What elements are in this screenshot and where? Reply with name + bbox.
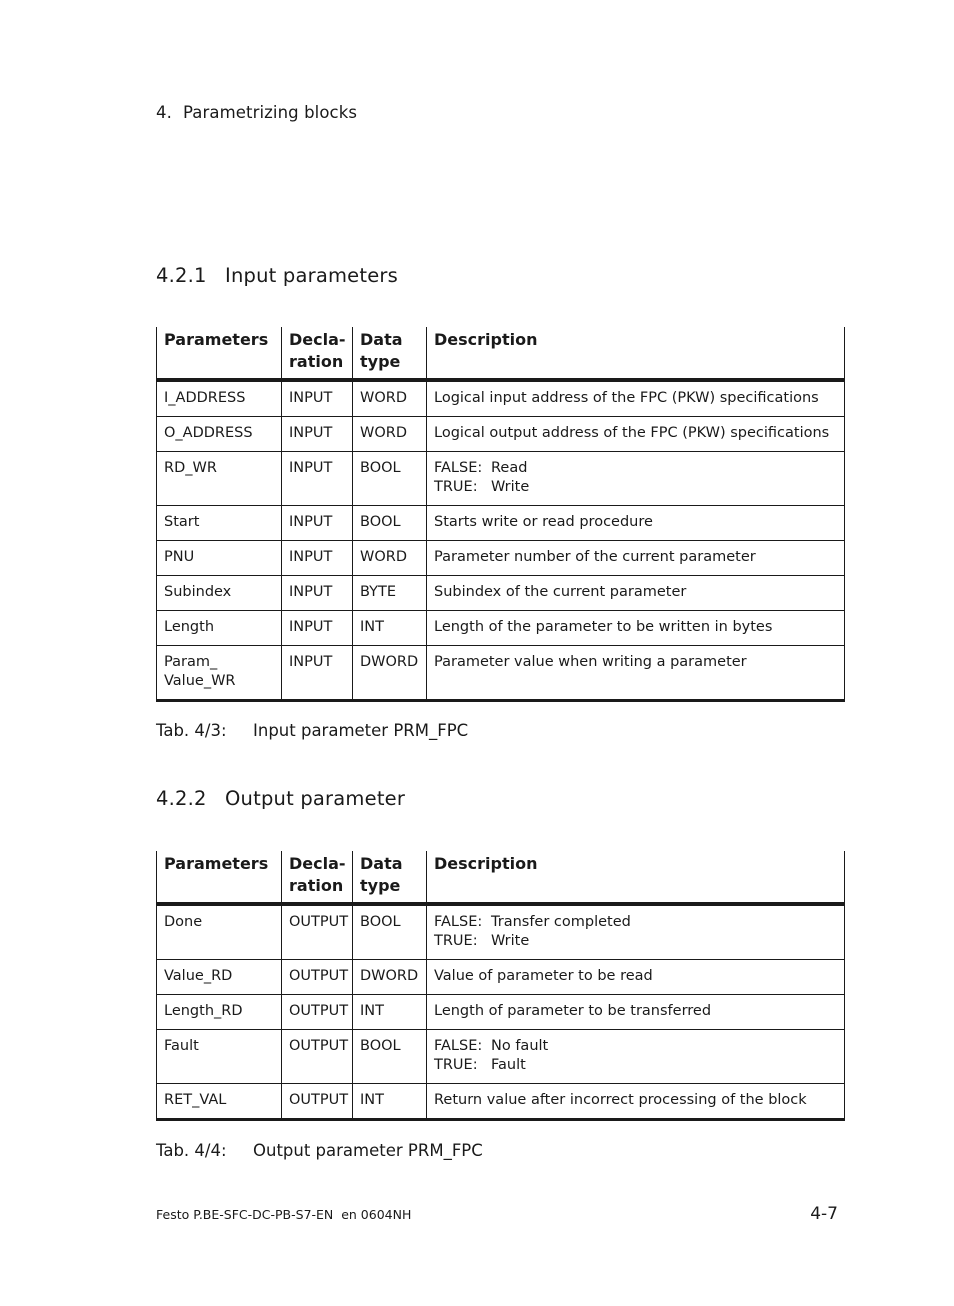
cell-declaration: INPUT <box>282 380 353 417</box>
cell-declaration: INPUT <box>282 452 353 506</box>
cell-description: Parameter value when writing a parameter <box>427 646 845 701</box>
cell-parameter: Length <box>157 611 282 646</box>
section-number: 4.2.2 <box>156 787 207 810</box>
cell-declaration: OUTPUT <box>282 1030 353 1084</box>
cell-data-type: BOOL <box>353 452 427 506</box>
cell-parameter: O_ADDRESS <box>157 417 282 452</box>
cell-description: Value of parameter to be read <box>427 960 845 995</box>
table-row <box>157 611 845 646</box>
description-line <box>434 913 838 932</box>
col-header-parameters: Parameters <box>157 851 282 904</box>
cell-data-type: DWORD <box>353 960 427 995</box>
table-row <box>157 417 845 452</box>
cell-declaration: INPUT <box>282 646 353 701</box>
cell-data-type: INT <box>353 611 427 646</box>
cell-declaration: INPUT <box>282 417 353 452</box>
col-header-data-type: Data type <box>353 327 427 380</box>
table-caption-output <box>156 1141 483 1160</box>
cell-data-type: INT <box>353 995 427 1030</box>
table-header-row <box>157 327 845 380</box>
cell-description: Subindex of the current parameter <box>427 576 845 611</box>
col-header-description: Description <box>427 851 845 904</box>
input-parameters-table <box>156 327 845 702</box>
cell-description: Starts write or read procedure <box>427 506 845 541</box>
table-caption-input <box>156 721 468 740</box>
page-number: 4-7 <box>810 1204 838 1224</box>
section-heading-output <box>156 787 405 810</box>
col-header-data-type: Data type <box>353 851 427 904</box>
section-title: Input parameters <box>225 264 398 287</box>
cell-description: Length of parameter to be transferred <box>427 995 845 1030</box>
col-header-description: Description <box>427 327 845 380</box>
cell-description: Parameter number of the current parameter <box>427 541 845 576</box>
value-key: FALSE: <box>434 914 483 930</box>
section-number: 4.2.1 <box>156 264 207 287</box>
cell-parameter: Done <box>157 904 282 960</box>
cell-description <box>427 904 845 960</box>
table-row <box>157 541 845 576</box>
section-title: Output parameter <box>225 787 406 810</box>
cell-data-type: WORD <box>353 380 427 417</box>
value-key: TRUE: <box>434 1057 478 1073</box>
footer-document-id: Festo P.BE-SFC-DC-PB-S7-EN en 0604NH <box>156 1207 412 1222</box>
value-meaning: No fault <box>491 1038 549 1054</box>
cell-parameter: I_ADDRESS <box>157 380 282 417</box>
caption-number: Tab. 4/4: <box>156 1141 227 1160</box>
description-line <box>434 1037 838 1056</box>
description-line <box>434 932 838 951</box>
cell-description: Length of the parameter to be written in bytes <box>427 611 845 646</box>
table-header-row <box>157 851 845 904</box>
cell-parameter: Fault <box>157 1030 282 1084</box>
cell-parameter: PNU <box>157 541 282 576</box>
value-meaning: Write <box>491 479 530 495</box>
value-meaning: Transfer completed <box>491 914 631 930</box>
chapter-title: Parametrizing blocks <box>183 103 358 122</box>
table-row <box>157 995 845 1030</box>
cell-data-type: WORD <box>353 417 427 452</box>
cell-data-type: WORD <box>353 541 427 576</box>
col-header-parameters: Parameters <box>157 327 282 380</box>
table-row <box>157 904 845 960</box>
cell-declaration: INPUT <box>282 506 353 541</box>
cell-description: Return value after incorrect processing of the block <box>427 1084 845 1120</box>
cell-declaration: INPUT <box>282 576 353 611</box>
cell-parameter: RD_WR <box>157 452 282 506</box>
value-meaning: Fault <box>491 1057 526 1073</box>
cell-description: Logical input address of the FPC (PKW) specifications <box>427 380 845 417</box>
table-row <box>157 380 845 417</box>
cell-declaration: OUTPUT <box>282 904 353 960</box>
cell-description: Logical output address of the FPC (PKW) specifications <box>427 417 845 452</box>
cell-data-type: BOOL <box>353 1030 427 1084</box>
description-line <box>434 478 838 497</box>
cell-parameter: RET_VAL <box>157 1084 282 1120</box>
value-key: TRUE: <box>434 933 478 949</box>
value-meaning: Write <box>491 933 530 949</box>
page-header <box>156 103 357 122</box>
table-row <box>157 576 845 611</box>
cell-data-type: BOOL <box>353 506 427 541</box>
chapter-number: 4. <box>156 103 172 122</box>
cell-data-type: BYTE <box>353 576 427 611</box>
table-row <box>157 452 845 506</box>
cell-declaration: INPUT <box>282 611 353 646</box>
cell-declaration: OUTPUT <box>282 995 353 1030</box>
caption-text: Input parameter PRM_FPC <box>253 721 469 740</box>
cell-parameter: Length_RD <box>157 995 282 1030</box>
col-header-declaration: Decla- ration <box>282 327 353 380</box>
description-line <box>434 1056 838 1075</box>
table-row <box>157 646 845 701</box>
cell-data-type: INT <box>353 1084 427 1120</box>
cell-declaration: INPUT <box>282 541 353 576</box>
col-header-declaration: Decla- ration <box>282 851 353 904</box>
table-row <box>157 1084 845 1120</box>
cell-parameter: Subindex <box>157 576 282 611</box>
cell-description <box>427 452 845 506</box>
value-meaning: Read <box>491 460 528 476</box>
table-row <box>157 1030 845 1084</box>
cell-parameter: Param_ Value_WR <box>157 646 282 701</box>
cell-description <box>427 1030 845 1084</box>
table-row <box>157 960 845 995</box>
section-heading-input <box>156 264 398 287</box>
table-row <box>157 506 845 541</box>
description-line <box>434 459 838 478</box>
value-key: FALSE: <box>434 1038 483 1054</box>
caption-number: Tab. 4/3: <box>156 721 227 740</box>
cell-data-type: DWORD <box>353 646 427 701</box>
value-key: FALSE: <box>434 460 483 476</box>
output-parameters-table <box>156 851 845 1121</box>
cell-declaration: OUTPUT <box>282 1084 353 1120</box>
cell-parameter: Value_RD <box>157 960 282 995</box>
value-key: TRUE: <box>434 479 478 495</box>
cell-declaration: OUTPUT <box>282 960 353 995</box>
cell-parameter: Start <box>157 506 282 541</box>
caption-text: Output parameter PRM_FPC <box>253 1141 483 1160</box>
cell-data-type: BOOL <box>353 904 427 960</box>
